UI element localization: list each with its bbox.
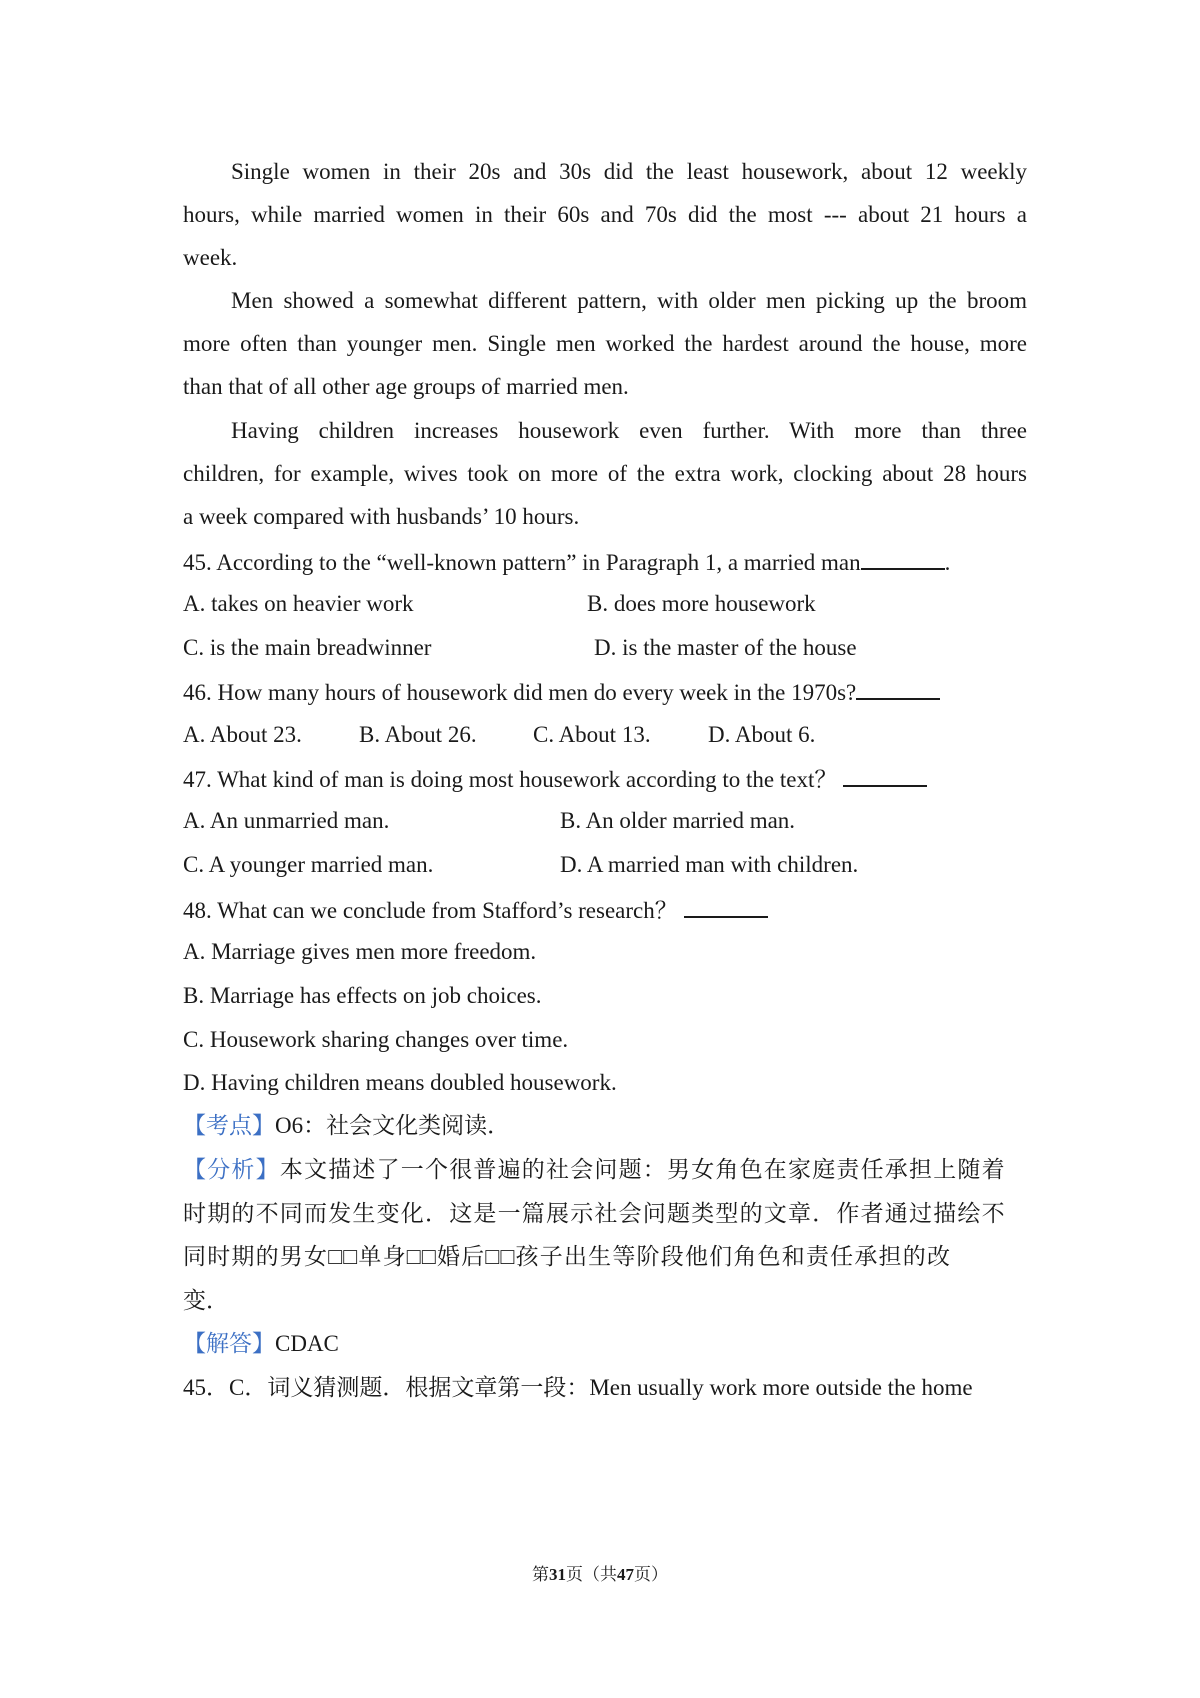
passage-p2-line3: than that of all other age groups of married men. xyxy=(183,374,629,399)
footer-pre: 第 xyxy=(532,1565,549,1584)
fenxi-label: 【分析】 xyxy=(183,1157,280,1182)
question-48-option-c: C. Housework sharing changes over time. xyxy=(183,1027,569,1052)
passage-p2-line1: Men showed a somewhat different pattern, with older men picking up the broom xyxy=(231,288,1027,313)
fenxi-line3: 同时期的男女□□单身□□婚后□□孩子出生等阶段他们角色和责任承担的改 xyxy=(183,1244,952,1269)
question-46-stem: 46. How many hours of housework did men do every week in the 1970s? xyxy=(183,680,857,705)
kaodian-text: O6：社会文化类阅读． xyxy=(275,1113,511,1138)
question-46 xyxy=(183,676,940,708)
fenxi-section xyxy=(183,1155,1006,1185)
jieda-text: CDAC xyxy=(275,1331,339,1356)
page-number: 31 xyxy=(549,1565,566,1584)
question-45-stem: 45. According to the “well-known pattern” in Paragraph 1, a married man xyxy=(183,550,861,575)
passage-p2-line2: more often than younger men. Single men worked the hardest around the house, more xyxy=(183,331,1027,356)
question-46-option-c: C. About 13. xyxy=(533,722,651,747)
fenxi-line1: 本文描述了一个很普遍的社会问题：男女角色在家庭责任承担上随着 xyxy=(279,1157,1006,1182)
question-48-option-a: A. Marriage gives men more freedom. xyxy=(183,939,537,964)
question-45-option-d: D. is the master of the house xyxy=(594,635,857,660)
kaodian-section xyxy=(183,1111,510,1141)
question-48 xyxy=(183,894,768,926)
question-47 xyxy=(183,763,927,795)
explanation-45: 45．C．词义猜测题．根据文章第一段：Men usually work more outside the home xyxy=(183,1375,973,1400)
jieda-section xyxy=(183,1329,339,1359)
passage-p1-line3: week. xyxy=(183,245,238,270)
jieda-label: 【解答】 xyxy=(183,1331,275,1356)
passage-p1-line2: hours, while married women in their 60s and 70s did the most --- about 21 hours a xyxy=(183,202,1027,227)
question-45-end: . xyxy=(944,550,951,575)
question-48-stem: 48. What can we conclude from Stafford’s research？ xyxy=(183,898,678,923)
fenxi-line2: 时期的不同而发生变化．这是一篇展示社会问题类型的文章．作者通过描绘不 xyxy=(183,1201,1006,1226)
page-footer xyxy=(0,1563,1200,1587)
answer-blank xyxy=(861,546,945,570)
question-47-option-c: C. A younger married man. xyxy=(183,852,434,877)
question-46-option-b: B. About 26. xyxy=(359,722,477,747)
answer-blank xyxy=(684,894,768,918)
passage-p3-line2: children, for example, wives took on more of the extra work, clocking about 28 hours xyxy=(183,461,1027,486)
question-48-option-d: D. Having children means doubled housework. xyxy=(183,1070,617,1095)
answer-blank xyxy=(843,763,927,787)
passage-p3-line3: a week compared with husbands’ 10 hours. xyxy=(183,504,580,529)
question-48-option-b: B. Marriage has effects on job choices. xyxy=(183,983,542,1008)
question-47-option-b: B. An older married man. xyxy=(560,808,796,833)
question-45-option-c: C. is the main breadwinner xyxy=(183,635,432,660)
question-47-option-d: D. A married man with children. xyxy=(560,852,859,877)
question-45-option-a: A. takes on heavier work xyxy=(183,591,414,616)
question-47-option-a: A. An unmarried man. xyxy=(183,808,390,833)
question-46-option-a: A. About 23. xyxy=(183,722,302,747)
kaodian-label: 【考点】 xyxy=(183,1113,275,1138)
question-45 xyxy=(183,546,950,578)
fenxi-line4: 变． xyxy=(183,1288,229,1313)
footer-mid: 页（共 xyxy=(566,1565,617,1584)
question-46-option-d: D. About 6. xyxy=(708,722,816,747)
question-47-stem: 47. What kind of man is doing most housework according to the text？ xyxy=(183,767,838,792)
question-45-option-b: B. does more housework xyxy=(587,591,816,616)
total-pages: 47 xyxy=(617,1565,634,1584)
passage-p1-line1: Single women in their 20s and 30s did the least housework, about 12 weekly xyxy=(231,159,1027,184)
answer-blank xyxy=(856,676,940,700)
passage-p3-line1: Having children increases housework even further. With more than three xyxy=(231,418,1027,443)
footer-post: 页） xyxy=(634,1565,668,1584)
